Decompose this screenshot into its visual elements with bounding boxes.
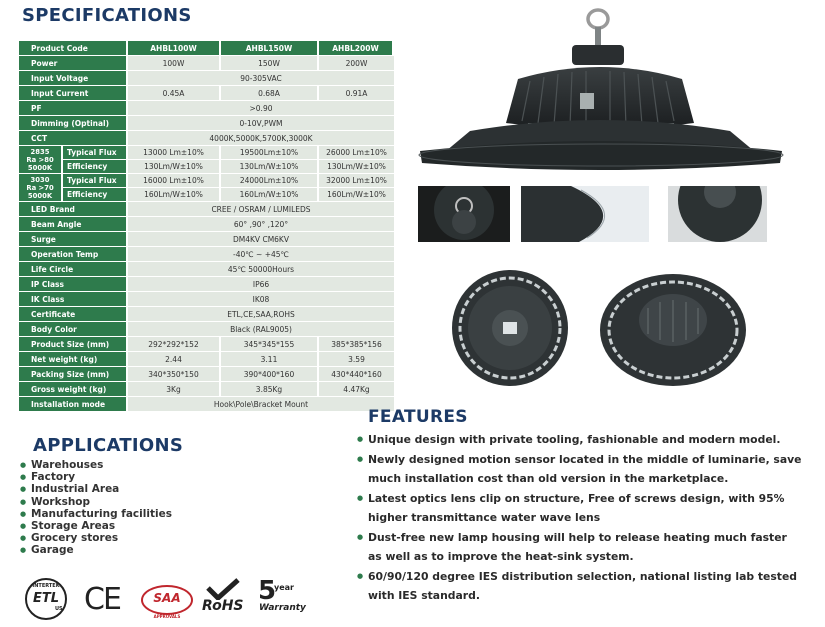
cell-value: 340*350*150 [128,367,221,381]
row-label: Net weight (kg) [19,352,128,366]
table-row [19,160,394,173]
features-list [357,430,802,606]
led-group-line: 2835 [30,147,50,156]
application-item: ● Manufacturing facilities [20,508,172,520]
row-label: Body Color [19,322,128,336]
etl-logo: INTERTEK ETL US [25,578,67,620]
row-label: Typical Flux [63,174,128,187]
table-row [19,146,394,159]
application-item: ● Warehouses [20,459,172,471]
cell-value: 345*345*155 [221,337,319,351]
cell-value: 4000K,5000K,5700K,3000K [128,131,394,145]
specifications-table [19,40,394,412]
lamp-side-view-image [410,5,810,180]
application-item: ● Factory [20,471,172,483]
table-row [19,322,394,336]
table-row [19,86,394,100]
application-item: ● Workshop [20,496,172,508]
table-row [19,337,394,351]
header-col: AHBL100W [128,41,221,55]
application-item: ● Grocery stores [20,532,172,544]
table-row [19,262,394,276]
rohs-logo: RoHS [202,578,242,605]
row-label: Efficiency [63,160,128,173]
checkmark-icon [202,578,242,600]
cell-value: 13000 Lm±10% [128,146,221,159]
cell-value: 26000 Lm±10% [319,146,394,159]
application-item: ● Garage [20,544,172,556]
feature-item: ● Unique design with private tooling, fashionable and modern model. [357,430,802,450]
table-row [19,397,394,411]
cell-value: 3.85Kg [221,382,319,396]
header-col: AHBL150W [221,41,319,55]
table-row [19,382,394,396]
cell-value: 130Lm/W±10% [319,160,394,173]
cell-value: 130Lm/W±10% [128,160,221,173]
row-label: Typical Flux [63,146,128,159]
row-label: CCT [19,131,128,145]
specifications-title: SPECIFICATIONS [22,5,192,26]
cell-value: IP66 [128,277,394,291]
table-row [19,188,394,201]
table-row [19,56,394,70]
cell-value: 0-10V,PWM [128,116,394,130]
cell-value: 3.11 [221,352,319,366]
ce-logo: CE [84,582,120,617]
feature-item: ● 60/90/120 degree IES distribution selection, national listing lab tested with IES standard. [357,567,802,606]
row-label: Power [19,56,128,70]
cell-value: 60° ,90° ,120° [128,217,394,231]
led-group-label [19,174,63,201]
row-label: Installation mode [19,397,128,411]
thumbnail-led-closeup [521,186,649,242]
cell-value: DM4KV CM6KV [128,232,394,246]
row-label: Product Size (mm) [19,337,128,351]
cell-value: >0.90 [128,101,394,115]
cell-value: -40℃ ~ +45℃ [128,247,394,261]
cell-value: 24000Lm±10% [221,174,319,187]
table-row [19,101,394,115]
cell-value: 160Lm/W±10% [221,188,319,201]
table-row [19,131,394,145]
table-row [19,307,394,321]
row-label: Dimming (Optinal) [19,116,128,130]
table-row [19,217,394,231]
cell-value: 4.47Kg [319,382,394,396]
table-row [19,202,394,216]
cell-value: 160Lm/W±10% [128,188,221,201]
led-group-line: 5000K [27,191,53,200]
cell-value: 19500Lm±10% [221,146,319,159]
row-label: Gross weight (kg) [19,382,128,396]
application-item: ● Industrial Area [20,483,172,495]
cell-value: 45℃ 50000Hours [128,262,394,276]
cell-value: 2.44 [128,352,221,366]
feature-item: ● Latest optics lens clip on structure, Free of screws design, with 95% higher transmittance water wave lens [357,489,802,528]
cell-value: 390*400*160 [221,367,319,381]
lamp-front-view-image [450,268,570,388]
row-label: PF [19,101,128,115]
cell-value: Black (RAL9005) [128,322,394,336]
row-label: LED Brand [19,202,128,216]
header-label: Product Code [19,41,128,55]
row-label: Certificate [19,307,128,321]
table-header-row [19,41,394,55]
cell-value: 3.59 [319,352,394,366]
table-row [19,116,394,130]
cell-value: 90-305VAC [128,71,394,85]
cell-value: 150W [221,56,319,70]
header-col: AHBL200W [319,41,394,55]
led-group-label [19,146,63,173]
cell-value: Hook\Pole\Bracket Mount [128,397,394,411]
cell-value: 32000 Lm±10% [319,174,394,187]
table-row [19,232,394,246]
table-row [19,247,394,261]
thumbnail-heatsink-closeup [668,186,767,242]
cell-value: 160Lm/W±10% [319,188,394,201]
led-group-line: 3030 [30,175,50,184]
cell-value: 0.68A [221,86,319,100]
row-label: Beam Angle [19,217,128,231]
applications-list [20,459,172,557]
table-row [19,71,394,85]
cell-value: 385*385*156 [319,337,394,351]
lamp-top-view-image [598,268,748,388]
saa-logo: SAA APPROVALS [141,585,193,615]
row-label: IP Class [19,277,128,291]
cell-value: 0.91A [319,86,394,100]
thumbnail-sensor-closeup [418,186,510,242]
row-label: Input Current [19,86,128,100]
cell-value: 200W [319,56,394,70]
cell-value: CREE / OSRAM / LUMILEDS [128,202,394,216]
led-group-line: 5000K [27,163,53,172]
cell-value: 100W [128,56,221,70]
row-label: Input Voltage [19,71,128,85]
application-item: ● Storage Areas [20,520,172,532]
row-label: Life Circle [19,262,128,276]
cell-value: 430*440*160 [319,367,394,381]
cell-value: IK08 [128,292,394,306]
cell-value: 3Kg [128,382,221,396]
feature-item: ● Dust-free new lamp housing will help to release heating much faster as well as to improve the heat-sink system. [357,528,802,567]
row-label: IK Class [19,292,128,306]
table-row [19,174,394,187]
cell-value: 292*292*152 [128,337,221,351]
feature-item: ● Newly designed motion sensor located in the middle of luminarie, save much installation cost than old version in the marketplace. [357,450,802,489]
table-row [19,367,394,381]
features-title: FEATURES [368,407,468,427]
cell-value: 130Lm/W±10% [221,160,319,173]
table-row [19,277,394,291]
row-label: Efficiency [63,188,128,201]
cell-value: ETL,CE,SAA,ROHS [128,307,394,321]
applications-title: APPLICATIONS [33,435,184,456]
led-group-line: Ra >70 [26,183,54,192]
cell-value: 0.45A [128,86,221,100]
table-row [19,352,394,366]
table-row [19,292,394,306]
led-group-line: Ra >80 [26,155,54,164]
row-label: Packing Size (mm) [19,367,128,381]
cell-value: 16000 Lm±10% [128,174,221,187]
row-label: Operation Temp [19,247,128,261]
row-label: Surge [19,232,128,246]
